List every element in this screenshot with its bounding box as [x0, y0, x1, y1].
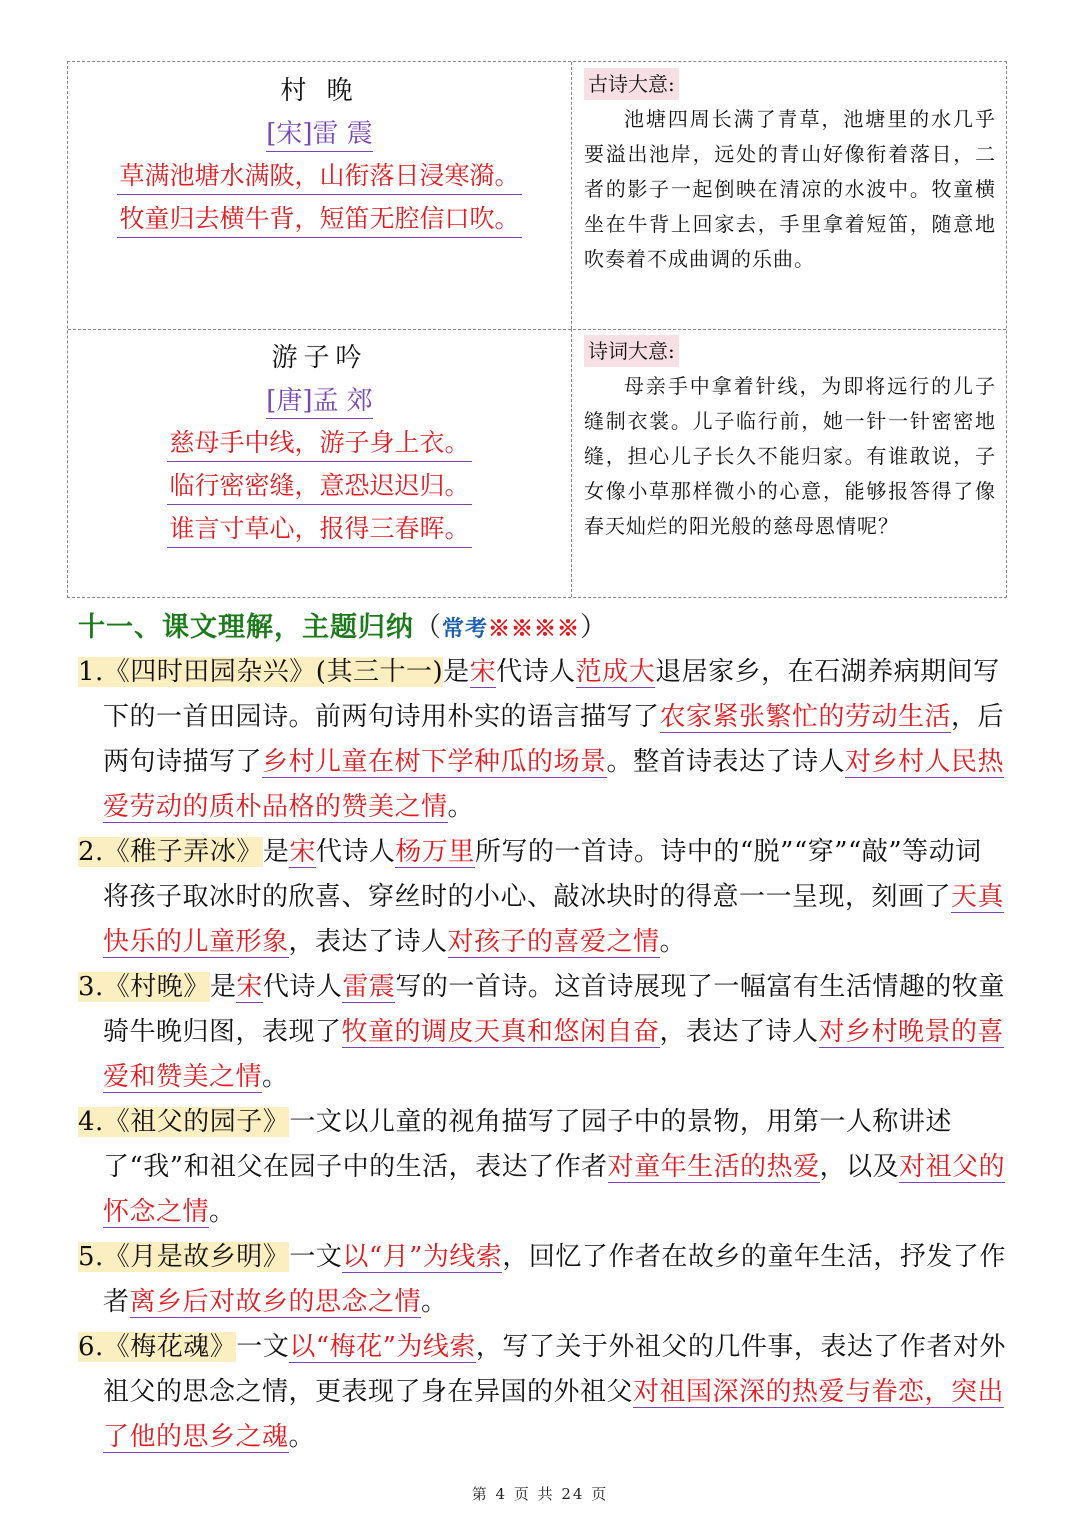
- item-text: 。: [209, 1197, 236, 1227]
- key-phrase: 对祖父的怀念之情: [103, 1152, 1006, 1227]
- key-phrase: 对孩子的喜爱之情: [447, 927, 660, 957]
- key-phrase: 离乡后对故乡的思念之情: [129, 1287, 422, 1317]
- item-text: 是: [209, 972, 237, 1002]
- item-title: 2.《稚子弄冰》: [78, 837, 263, 867]
- key-phrase: 对童年生活的热爱: [607, 1152, 820, 1182]
- summary-item: [78, 1235, 1008, 1325]
- item-text: 是: [443, 657, 470, 687]
- key-phrase: 牧童的调皮天真和悠闲自奋: [341, 1017, 660, 1047]
- poem-meaning-cell: [572, 329, 1006, 597]
- item-text: 代诗人: [262, 972, 343, 1002]
- page-number: 第 4 页 共 24 页: [471, 1485, 609, 1503]
- key-phrase: 对乡村人民热爱劳动的质朴品格的赞美之情: [103, 747, 1005, 822]
- key-phrase: 范成大: [575, 657, 656, 687]
- item-text: 代诗人: [315, 837, 396, 867]
- meaning-text: 池塘四周长满了青草，池塘里的水几乎要溢出池岸，远处的青山好像衔着落日，二者的影子一起倒映在清凉的水波中。牧童横坐在牛背上回家去，手里拿着短笛，随意地吹奏着不成曲调的乐曲。: [584, 107, 996, 271]
- meaning-text: 母亲手中拿着针线，为即将远行的儿子缝制衣裳。儿子临行前，她一针一针密密地缝，担心儿子长久不能归家。有谁敢说，子女像小草那样微小的心意，能够报答得了像春天灿烂的阳光般的慈母恩情呢？: [584, 374, 996, 538]
- item-text: 一文: [236, 1332, 290, 1362]
- item-text: 代诗人: [496, 657, 576, 687]
- frequency-label: 常考: [442, 616, 489, 642]
- paren-close: ）: [580, 612, 609, 643]
- poem-line: 牧童归去横牛背，短笛无腔信口吹。: [117, 201, 521, 238]
- section-title: [78, 605, 608, 644]
- summary-item: [78, 1325, 1008, 1460]
- poem-text-cell: [68, 329, 572, 597]
- item-text: ，以及: [819, 1152, 900, 1182]
- poem-line: 谁言寸草心，报得三春晖。: [167, 511, 471, 548]
- importance-stars: ※※※※: [488, 616, 581, 642]
- item-text: 。: [288, 1422, 316, 1452]
- poem-row-youziyin: [68, 329, 1006, 597]
- paren-open: （: [414, 612, 442, 643]
- poem-table: [67, 61, 1007, 598]
- item-text: ，回忆了作者在故乡的童年生活，抒发了作者: [103, 1242, 1006, 1317]
- key-phrase: 宋: [289, 837, 316, 867]
- item-text: 所写的一首诗。诗中的“脱”“穿”“敲”等动词将孩子取冰时的欣喜、穿丝时的小心、敲冰块时的得意一一呈现，刻画了: [103, 837, 982, 912]
- item-title: 5.《月是故乡明》: [78, 1242, 290, 1272]
- summary-item: [78, 830, 1008, 965]
- key-phrase: 天真快乐的儿童形象: [103, 882, 1005, 957]
- key-phrase: 雷震: [342, 972, 396, 1002]
- item-text: 一文以儿童的视角描写了园子中的景物，用第一人称讲述了“我”和祖父在园子中的生活，表达了作者: [103, 1107, 952, 1182]
- poem-author: [宋]雷 震: [266, 117, 373, 152]
- key-phrase: 宋: [469, 657, 497, 687]
- key-phrase: 以“月”为线索: [342, 1242, 503, 1272]
- key-phrase: 对祖国深深的热爱与眷恋，突出了他的思乡之魂: [103, 1377, 1005, 1452]
- poem-meaning-cell: [572, 62, 1006, 329]
- key-phrase: 乡村儿童在树下学种瓜的场景: [262, 747, 607, 777]
- item-text: 。: [447, 792, 475, 822]
- item-title: 4.《祖父的园子》: [78, 1107, 290, 1137]
- key-phrase: 杨万里: [395, 837, 475, 867]
- poem-line: 草满池塘水满陂，山衔落日浸寒漪。: [117, 158, 521, 195]
- item-text: ，后两句诗描写了: [103, 702, 1005, 777]
- poem-row-cunwan: [68, 62, 1006, 330]
- key-phrase: 以“梅花”为线索: [289, 1332, 476, 1362]
- meaning-label: 诗词大意:: [584, 335, 679, 367]
- summary-list: [78, 650, 1008, 1460]
- item-text: 是: [262, 837, 290, 867]
- section-heading: 十一、课文理解，主题归纳: [78, 612, 414, 643]
- item-text: ，表达了诗人: [288, 927, 448, 957]
- poem-title: 游子吟: [271, 343, 368, 373]
- key-phrase: 宋: [236, 972, 263, 1002]
- poem-line: 临行密密缝，意恐迟迟归。: [167, 468, 471, 505]
- item-text: 。: [262, 1062, 289, 1092]
- poem-text-cell: [68, 62, 572, 329]
- item-title: 3.《村晚》: [78, 972, 210, 1002]
- item-text: 。: [421, 1287, 448, 1317]
- item-text: ，表达了诗人: [659, 1017, 819, 1047]
- item-text: 退居家乡，在石湖养病期间写下的一首田园诗。前两句诗用朴实的语言描写了: [103, 657, 1000, 732]
- poem-line: 慈母手中线，游子身上衣。: [167, 425, 471, 462]
- summary-item: [78, 965, 1008, 1100]
- poem-author: [唐]孟 郊: [266, 384, 373, 419]
- item-text: 。: [659, 927, 687, 957]
- poem-title: 村 晚: [280, 76, 359, 106]
- key-phrase: 农家紧张繁忙的劳动生活: [659, 702, 952, 732]
- item-title: 6.《梅花魂》: [78, 1332, 237, 1362]
- item-text: 一文: [289, 1242, 343, 1272]
- meaning-label: 古诗大意:: [584, 68, 679, 100]
- summary-item: [78, 1100, 1008, 1235]
- item-text: 。整首诗表达了诗人: [606, 747, 846, 777]
- item-title: 1.《四时田园杂兴》(其三十一): [78, 657, 444, 687]
- item-text: 写的一首诗。这首诗展现了一幅富有生活情趣的牧童骑牛晚归图，表现了: [103, 972, 1005, 1047]
- summary-item: [78, 650, 1008, 830]
- key-phrase: 对乡村晚景的喜爱和赞美之情: [103, 1017, 1005, 1092]
- item-text: ，写了关于外祖父的几件事，表达了作者对外祖父的思念之情，更表现了身在异国的外祖父: [103, 1332, 1006, 1407]
